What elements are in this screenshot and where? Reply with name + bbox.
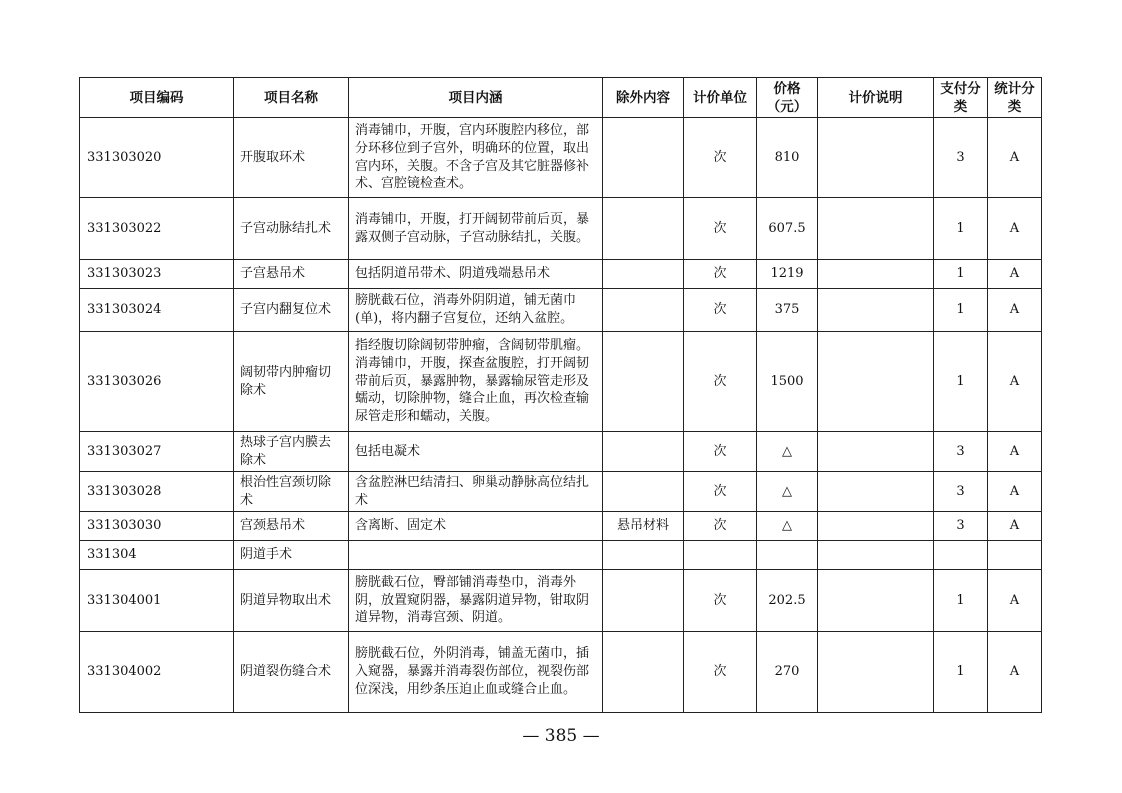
table-row (80, 512, 1042, 541)
cell-code: 331303020 (80, 118, 234, 198)
cell-pay-category: 1 (934, 260, 988, 289)
cell-stat-category: A (988, 118, 1042, 198)
cell-price: 607.5 (757, 198, 818, 260)
cell-pay-category: 1 (934, 289, 988, 332)
cell-excluded (603, 541, 684, 570)
cell-code: 331303022 (80, 198, 234, 260)
cell-excluded (603, 118, 684, 198)
table-row (80, 472, 1042, 512)
cell-note (818, 472, 934, 512)
cell-code: 331304002 (80, 632, 234, 713)
cell-note (818, 260, 934, 289)
price-table (79, 77, 1042, 713)
cell-excluded (603, 472, 684, 512)
cell-unit: 次 (684, 289, 757, 332)
cell-name: 子宫内翻复位术 (234, 289, 349, 332)
cell-name: 阴道裂伤缝合术 (234, 632, 349, 713)
table-row (80, 570, 1042, 632)
header-unit: 计价单位 (684, 78, 757, 118)
cell-name: 开腹取环术 (234, 118, 349, 198)
header-note: 计价说明 (818, 78, 934, 118)
cell-stat-category: A (988, 260, 1042, 289)
cell-content: 包括阴道吊带术、阴道残端悬吊术 (349, 260, 603, 289)
cell-pay-category: 3 (934, 472, 988, 512)
cell-pay-category: 1 (934, 332, 988, 432)
cell-code: 331303028 (80, 472, 234, 512)
cell-content: 包括电凝术 (349, 432, 603, 472)
cell-name: 阔韧带内肿瘤切除术 (234, 332, 349, 432)
cell-price: △ (757, 432, 818, 472)
cell-unit (684, 541, 757, 570)
cell-pay-category: 3 (934, 432, 988, 472)
cell-pay-category: 1 (934, 570, 988, 632)
table-row (80, 332, 1042, 432)
table-row (80, 260, 1042, 289)
cell-price: 375 (757, 289, 818, 332)
cell-content: 膀胱截石位，外阴消毒，铺盖无菌巾，插入窥器，暴露并消毒裂伤部位，视裂伤部位深浅，用纱条压迫止血或缝合止血。 (349, 632, 603, 713)
cell-pay-category: 1 (934, 198, 988, 260)
cell-stat-category: A (988, 432, 1042, 472)
cell-stat-category: A (988, 570, 1042, 632)
cell-note (818, 541, 934, 570)
cell-excluded (603, 432, 684, 472)
cell-excluded (603, 570, 684, 632)
cell-stat-category: A (988, 289, 1042, 332)
header-code: 项目编码 (80, 78, 234, 118)
header-price: 价格（元） (757, 78, 818, 118)
cell-stat-category (988, 541, 1042, 570)
cell-excluded (603, 632, 684, 713)
cell-unit: 次 (684, 472, 757, 512)
cell-unit: 次 (684, 512, 757, 541)
cell-name: 根治性宫颈切除术 (234, 472, 349, 512)
cell-note (818, 512, 934, 541)
header-pay-category: 支付分类 (934, 78, 988, 118)
cell-note (818, 289, 934, 332)
table-row (80, 118, 1042, 198)
cell-excluded (603, 198, 684, 260)
cell-name: 阴道异物取出术 (234, 570, 349, 632)
cell-note (818, 332, 934, 432)
cell-code: 331303030 (80, 512, 234, 541)
table-row (80, 289, 1042, 332)
cell-note (818, 570, 934, 632)
cell-unit: 次 (684, 198, 757, 260)
cell-name: 热球子宫内膜去除术 (234, 432, 349, 472)
cell-excluded (603, 260, 684, 289)
header-content: 项目内涵 (349, 78, 603, 118)
cell-unit: 次 (684, 260, 757, 289)
cell-stat-category: A (988, 512, 1042, 541)
cell-content: 消毒铺巾，开腹，宫内环腹腔内移位，部分环移位到子宫外，明确环的位置，取出宫内环，关腹。不含子宫及其它脏器修补术、宫腔镜检查术。 (349, 118, 603, 198)
cell-content: 膀胱截石位，消毒外阴阴道，铺无菌巾(单)，将内翻子宫复位，还纳入盆腔。 (349, 289, 603, 332)
cell-price: 270 (757, 632, 818, 713)
cell-unit: 次 (684, 332, 757, 432)
cell-content: 消毒铺巾，开腹，打开阔韧带前后页，暴露双侧子宫动脉，子宫动脉结扎，关腹。 (349, 198, 603, 260)
cell-price: 1500 (757, 332, 818, 432)
cell-unit: 次 (684, 570, 757, 632)
cell-code: 331304 (80, 541, 234, 570)
cell-price: 810 (757, 118, 818, 198)
cell-unit: 次 (684, 118, 757, 198)
cell-note (818, 198, 934, 260)
table-row (80, 541, 1042, 570)
cell-pay-category: 1 (934, 632, 988, 713)
cell-unit: 次 (684, 632, 757, 713)
header-excluded: 除外内容 (603, 78, 684, 118)
cell-content: 指经腹切除阔韧带肿瘤，含阔韧带肌瘤。消毒铺巾，开腹，探查盆腹腔，打开阔韧带前后页，暴露肿物，暴露输尿管走形及蠕动，切除肿物，缝合止血，再次检查输尿管走形和蠕动，关腹。 (349, 332, 603, 432)
cell-note (818, 118, 934, 198)
cell-content: 含盆腔淋巴结清扫、卵巢动静脉高位结扎术 (349, 472, 603, 512)
cell-name: 子宫动脉结扎术 (234, 198, 349, 260)
cell-excluded (603, 289, 684, 332)
cell-price: △ (757, 512, 818, 541)
cell-name: 宫颈悬吊术 (234, 512, 349, 541)
header-stat-category: 统计分类 (988, 78, 1042, 118)
cell-content (349, 541, 603, 570)
cell-pay-category: 3 (934, 512, 988, 541)
cell-pay-category: 3 (934, 118, 988, 198)
cell-code: 331303023 (80, 260, 234, 289)
cell-code: 331303026 (80, 332, 234, 432)
table-row (80, 632, 1042, 713)
cell-content: 含离断、固定术 (349, 512, 603, 541)
cell-price: 202.5 (757, 570, 818, 632)
cell-name: 子宫悬吊术 (234, 260, 349, 289)
cell-name: 阴道手术 (234, 541, 349, 570)
table-row (80, 432, 1042, 472)
cell-excluded: 悬吊材料 (603, 512, 684, 541)
cell-stat-category: A (988, 332, 1042, 432)
cell-code: 331303024 (80, 289, 234, 332)
cell-excluded (603, 332, 684, 432)
cell-note (818, 632, 934, 713)
table-row (80, 198, 1042, 260)
header-name: 项目名称 (234, 78, 349, 118)
page-number: — 385 — (522, 726, 600, 746)
cell-note (818, 432, 934, 472)
cell-price: △ (757, 472, 818, 512)
cell-code: 331303027 (80, 432, 234, 472)
cell-price (757, 541, 818, 570)
cell-code: 331304001 (80, 570, 234, 632)
cell-stat-category: A (988, 472, 1042, 512)
cell-content: 膀胱截石位，臀部铺消毒垫巾，消毒外阴，放置窥阴器，暴露阴道异物，钳取阴道异物，消毒宫颈、阴道。 (349, 570, 603, 632)
cell-pay-category (934, 541, 988, 570)
table-header-row (80, 78, 1042, 118)
cell-stat-category: A (988, 198, 1042, 260)
cell-unit: 次 (684, 432, 757, 472)
cell-stat-category: A (988, 632, 1042, 713)
cell-price: 1219 (757, 260, 818, 289)
